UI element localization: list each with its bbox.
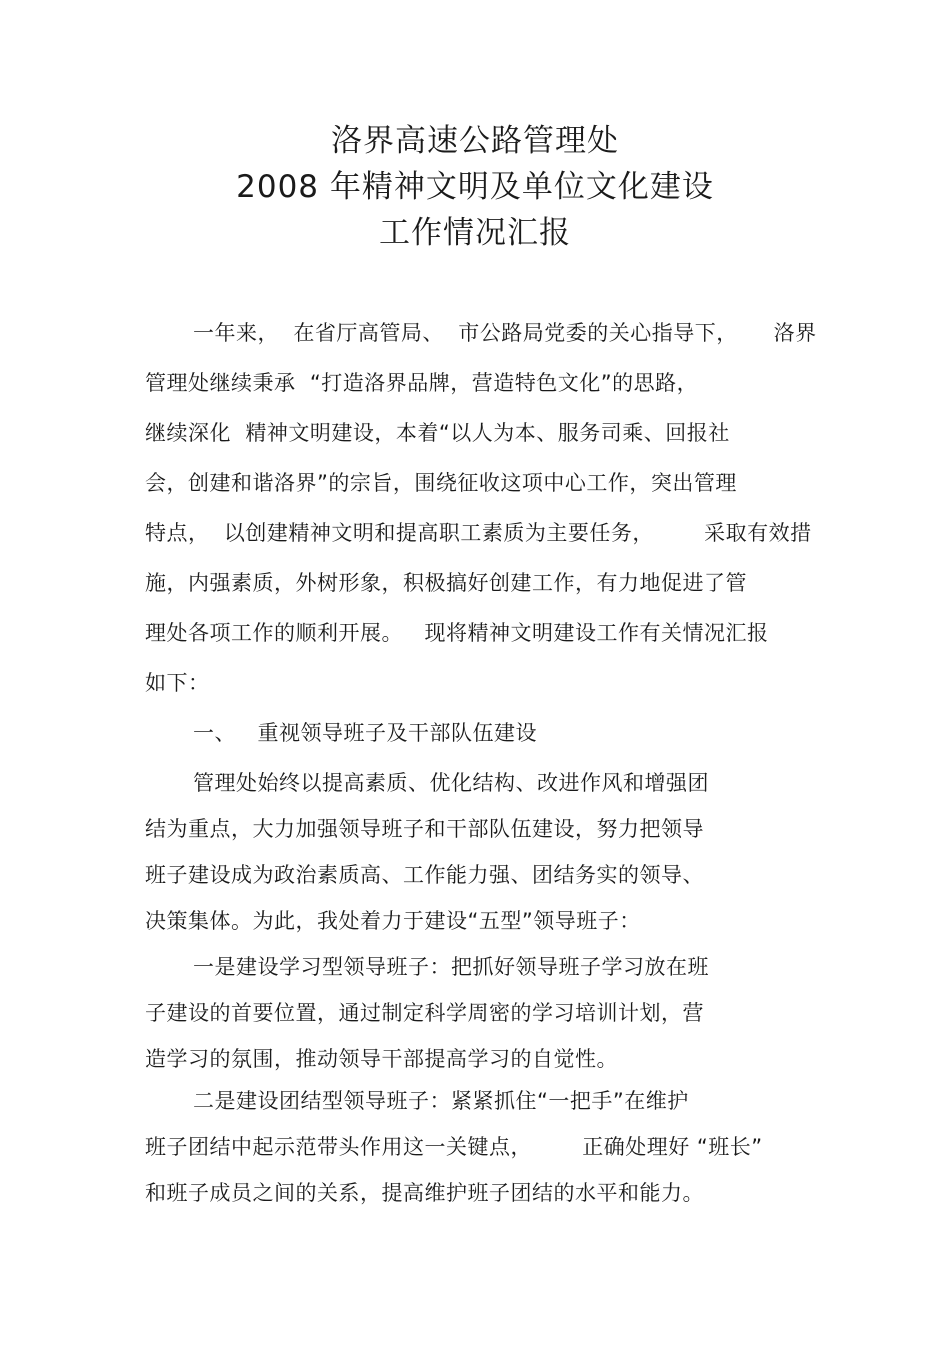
paragraph-line: 管理处始终以提高素质、优化结构、改进作风和增强团 — [193, 771, 709, 795]
paragraph-line: 理处各项工作的顺利开展。 现将精神文明建设工作有关情况汇报 — [145, 621, 769, 645]
paragraph-line: 特点， 以创建精神文明和提高职工素质为主要任务， 采取有效措 — [145, 521, 812, 545]
paragraph-line: 继续深化 精神文明建设，本着“以人为本、服务司乘、回报社 — [145, 421, 730, 445]
paragraph-line: 结为重点，大力加强领导班子和干部队伍建设，努力把领导 — [145, 817, 704, 841]
paragraph-line: 子建设的首要位置，通过制定科学周密的学习培训计划，营 — [145, 1001, 704, 1025]
paragraph-line: 和班子成员之间的关系，提高维护班子团结的水平和能力。 — [145, 1181, 704, 1205]
title-line-report: 工作情况汇报 — [379, 215, 571, 251]
paragraph-line: 施，内强素质，外树形象，积极搞好创建工作，有力地促进了管 — [145, 571, 747, 595]
paragraph-line: 班子团结中起示范带头作用这一关键点， 正确处理好 “班长” — [145, 1135, 763, 1159]
paragraph-line: 二是建设团结型领导班子：紧紧抓住“一把手”在维护 — [193, 1089, 689, 1113]
title-line-subject: 2008 年精神文明及单位文化建设 — [236, 169, 714, 205]
paragraph-line: 造学习的氛围，推动领导干部提高学习的自觉性。 — [145, 1047, 618, 1071]
paragraph-line: 班子建设成为政治素质高、工作能力强、团结务实的领导、 — [145, 863, 704, 887]
title-line-organization: 洛界高速公路管理处 — [331, 123, 619, 159]
paragraph-line: 如下： — [145, 671, 210, 695]
section-heading: 一、 重视领导班子及干部队伍建设 — [193, 721, 538, 745]
paragraph-line: 一年来， 在省厅高管局、 市公路局党委的关心指导下， 洛界 — [193, 321, 817, 345]
paragraph-line: 管理处继续秉承 “打造洛界品牌，营造特色文化”的思路， — [145, 371, 699, 395]
document-title — [0, 118, 950, 256]
paragraph-line: 一是建设学习型领导班子：把抓好领导班子学习放在班 — [193, 955, 709, 979]
paragraph-line: 会，创建和谐洛界”的宗旨，围绕征收这项中心工作，突出管理 — [145, 471, 737, 495]
paragraph-line: 决策集体。为此，我处着力于建设“五型”领导班子： — [145, 909, 641, 933]
